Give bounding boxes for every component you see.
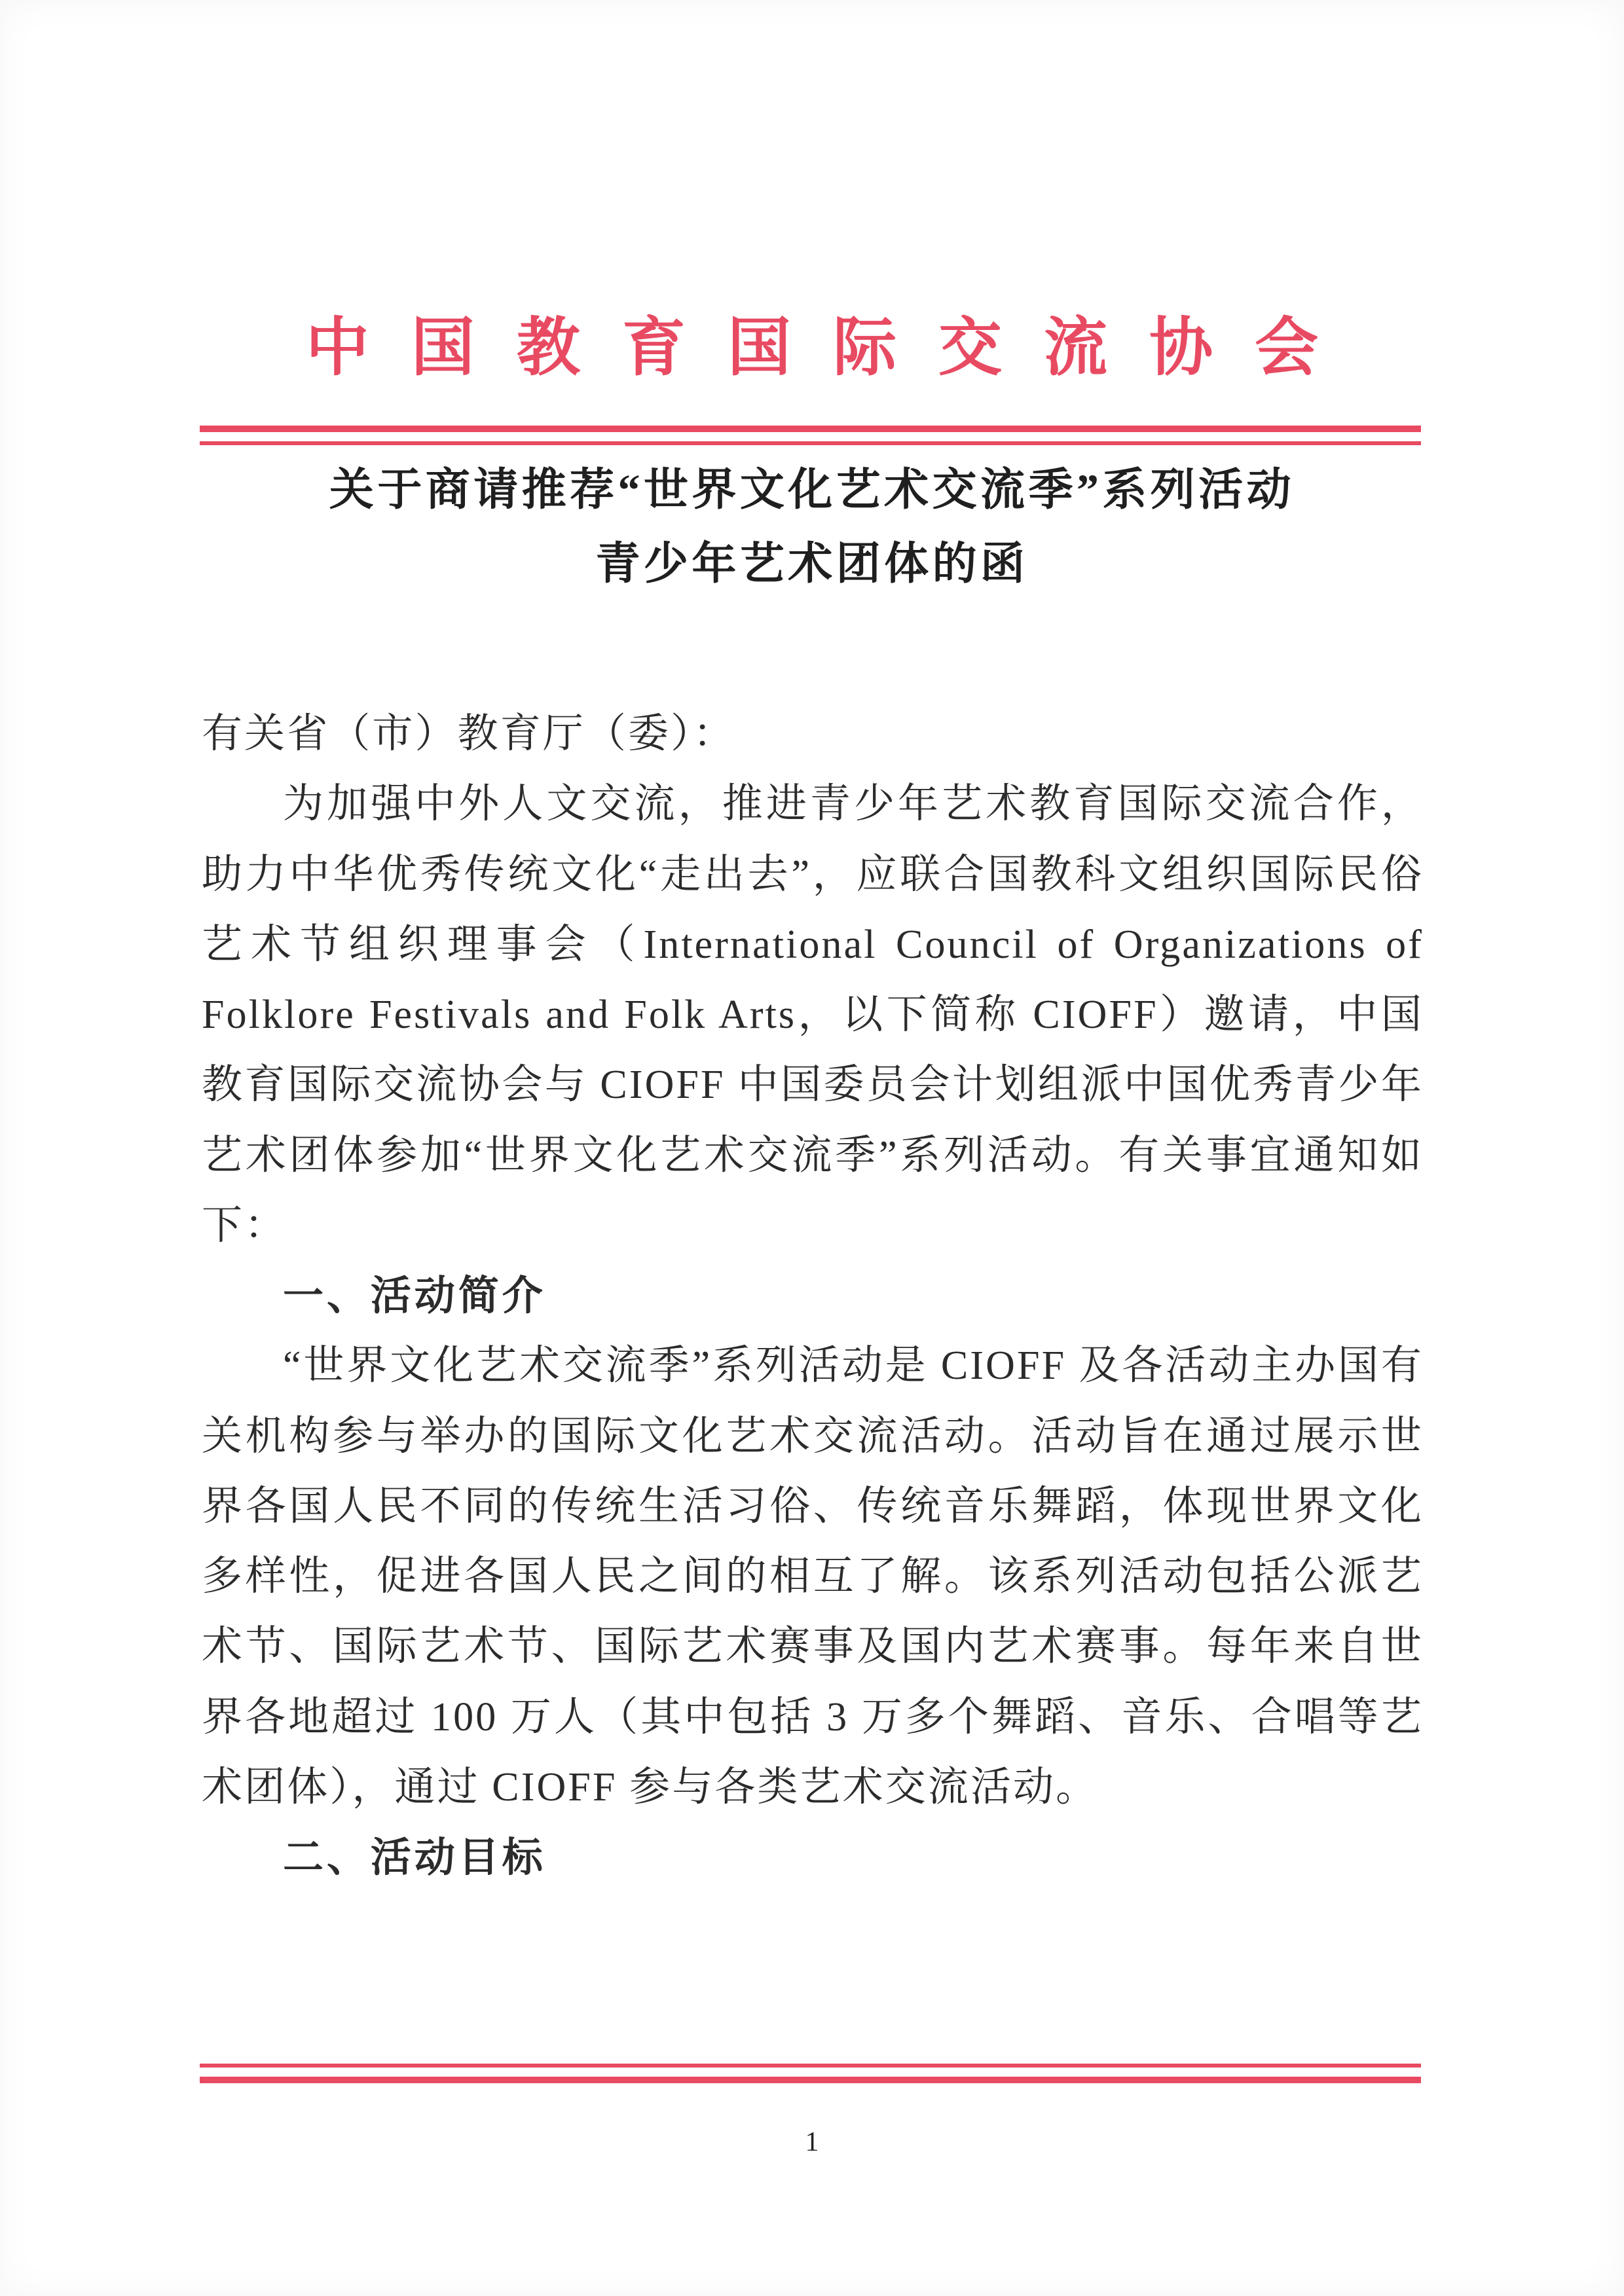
- divider-thick-line: [200, 426, 1421, 432]
- letterhead-divider: [200, 426, 1421, 445]
- footer-divider: [200, 2064, 1421, 2083]
- page-number: 1: [805, 2127, 819, 2157]
- section-heading-activity-goals: 二、活动目标: [283, 1835, 546, 1880]
- section-heading-activity-overview: 一、活动简介: [283, 1273, 546, 1319]
- footer-divider-thick-line: [200, 2077, 1421, 2083]
- document-title-line2: 青少年艺术团体的函: [595, 538, 1029, 589]
- document-title: [0, 453, 1624, 601]
- document-body: [202, 699, 1424, 1893]
- paragraph-intro: 为加强中外人文交流，推进青少年艺术教育国际交流合作，助力中华优秀传统文化“走出去”，应联合国教科文组织国际民俗艺术节组织理事会（International Council of Organizations of Folklore Festivals and Folk Arts，以下简称 CIOFF）邀请，中国教育国际交流协会与 CIOFF 中国委员会计划组派中国优秀青少年艺术团体参加“世界文化艺术交流季”系列活动。有关事宜通知如下：: [202, 782, 1424, 1248]
- divider-gap: [200, 432, 1421, 441]
- divider-thin-line: [200, 441, 1421, 445]
- letterhead-org-name: 中国教育国际交流协会: [305, 313, 1361, 383]
- document-title-line1: 关于商请推荐“世界文化艺术交流季”系列活动: [329, 465, 1295, 515]
- footer-divider-gap: [200, 2068, 1421, 2077]
- paragraph-activity-overview: “世界文化艺术交流季”系列活动是 CIOFF 及各活动主办国有关机构参与举办的国际文化艺术交流活动。活动旨在通过展示世界各国人民不同的传统生活习俗、传统音乐舞蹈，体现世界文化多样性，促进各国人民之间的相互了解。该系列活动包括公派艺术节、国际艺术节、国际艺术赛事及国内艺术赛事。每年来自世界各地超过 100 万人（其中包括 3 万多个舞蹈、音乐、合唱等艺术团体），通过 CIOFF 参与各类艺术交流活动。: [202, 1343, 1424, 1810]
- salutation: 有关省（市）教育厅（委）：: [202, 712, 736, 756]
